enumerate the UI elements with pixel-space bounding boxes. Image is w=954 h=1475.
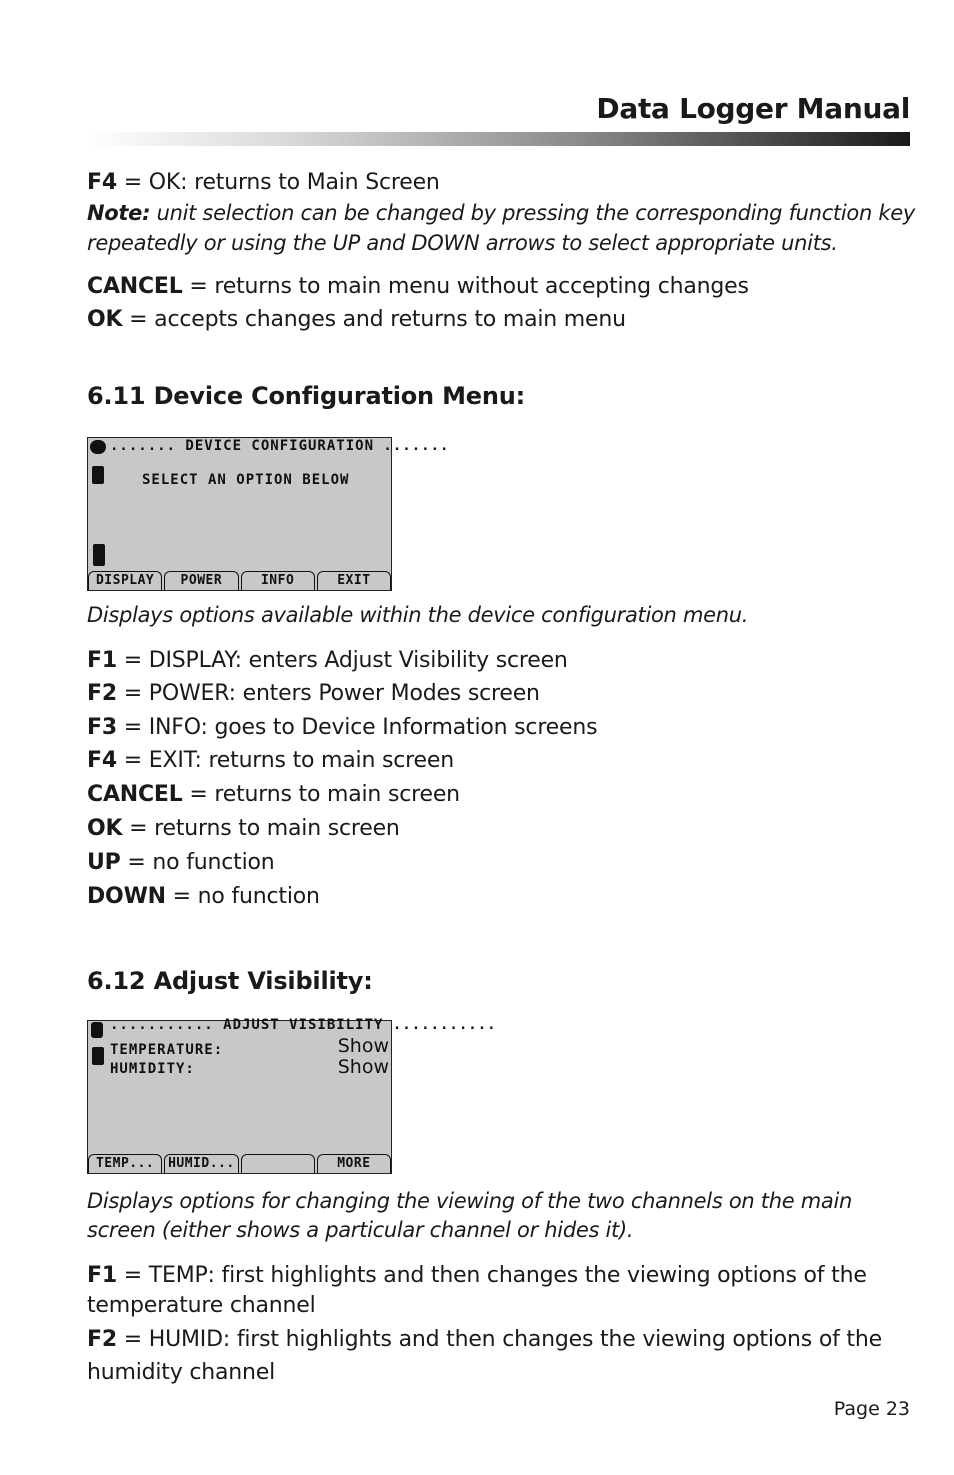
softkey-temp: TEMP... xyxy=(88,1154,162,1173)
item-f1 xyxy=(87,646,568,676)
key-label: F2 xyxy=(87,1327,117,1352)
key-label: DOWN xyxy=(87,884,166,909)
lcd-temperature-label: TEMPERATURE: xyxy=(110,1042,224,1058)
item-f1-temp-cont: temperature channel xyxy=(87,1293,316,1318)
adjust-visibility-caption-2: screen (either shows a particular channel or hides it). xyxy=(87,1218,634,1242)
key-description: = INFO: goes to Device Information screens xyxy=(116,715,598,740)
device-configuration-screenshot xyxy=(87,437,450,591)
key-description: = returns to main screen xyxy=(122,816,400,841)
note-label: Note: xyxy=(87,201,151,225)
page-number: Page 23 xyxy=(833,1398,910,1420)
key-description: = OK: returns to Main Screen xyxy=(116,170,440,195)
key-description: = accepts changes and returns to main menu xyxy=(122,307,626,332)
key-label: OK xyxy=(87,816,123,841)
key-label: OK xyxy=(87,307,123,332)
lcd-humidity-value: Show xyxy=(337,1056,389,1078)
battery-icon xyxy=(93,544,105,566)
softkey-more: MORE xyxy=(317,1154,391,1173)
key-description: = HUMID: first highlights and then changes the viewing options of the xyxy=(116,1327,882,1352)
key-label: F2 xyxy=(87,681,117,706)
item-f2-humid xyxy=(87,1325,882,1355)
key-label: CANCEL xyxy=(87,274,183,299)
softkey-info: INFO xyxy=(241,571,315,590)
ok-line xyxy=(87,305,626,335)
item-down xyxy=(87,882,320,912)
item-f1-temp xyxy=(87,1261,867,1291)
item-f4 xyxy=(87,746,454,776)
memory-card-icon xyxy=(92,466,104,484)
key-label: F3 xyxy=(87,715,117,740)
softkey-exit: EXIT xyxy=(317,571,391,590)
adjust-visibility-screenshot xyxy=(87,1017,497,1174)
key-label: F1 xyxy=(87,648,117,673)
cancel-line xyxy=(87,272,749,302)
adjust-visibility-caption-1: Displays options for changing the viewing of the two channels on the main xyxy=(87,1189,852,1213)
key-description: = returns to main menu without accepting changes xyxy=(182,274,749,299)
key-label: F4 xyxy=(87,748,117,773)
lcd-softkeys xyxy=(88,1154,391,1173)
key-description: = TEMP: first highlights and then changes the viewing options of the xyxy=(116,1263,867,1288)
softkey-blank xyxy=(241,1154,315,1173)
header-gradient-bar xyxy=(87,132,910,146)
key-description: = EXIT: returns to main screen xyxy=(116,748,454,773)
lcd-prompt: SELECT AN OPTION BELOW xyxy=(142,472,350,488)
running-figure-icon xyxy=(91,1022,103,1038)
item-ok xyxy=(87,814,400,844)
memory-card-icon xyxy=(92,1047,104,1065)
item-f2-humid-cont: humidity channel xyxy=(87,1360,276,1385)
key-label: UP xyxy=(87,850,121,875)
item-f3 xyxy=(87,713,597,743)
note-text: unit selection can be changed by pressing the corresponding function key xyxy=(150,201,915,225)
softkey-power: POWER xyxy=(164,571,238,590)
lcd-title: ....... DEVICE CONFIGURATION ....... xyxy=(110,438,450,454)
softkey-humid: HUMID... xyxy=(164,1154,238,1173)
section-heading-6-11: 6.11 Device Configuration Menu: xyxy=(87,382,526,410)
lcd-title: ........... ADJUST VISIBILITY ........... xyxy=(110,1017,497,1033)
key-label: CANCEL xyxy=(87,782,183,807)
note-line xyxy=(87,198,915,228)
key-description: = POWER: enters Power Modes screen xyxy=(116,681,540,706)
key-description: = no function xyxy=(165,884,320,909)
f4-ok-line xyxy=(87,168,440,198)
key-label: F1 xyxy=(87,1263,117,1288)
note-line-2: repeatedly or using the UP and DOWN arrows to select appropriate units. xyxy=(87,231,838,255)
status-icon xyxy=(90,440,106,454)
lcd-temperature-value: Show xyxy=(337,1035,389,1057)
item-f2 xyxy=(87,679,540,709)
section-heading-6-12: 6.12 Adjust Visibility: xyxy=(87,967,373,995)
lcd-humidity-label: HUMIDITY: xyxy=(110,1061,195,1077)
key-label: F4 xyxy=(87,170,117,195)
item-cancel xyxy=(87,780,460,810)
item-up xyxy=(87,848,274,878)
device-config-caption: Displays options available within the device configuration menu. xyxy=(87,603,749,627)
manual-title: Data Logger Manual xyxy=(596,92,910,125)
softkey-display: DISPLAY xyxy=(88,571,162,590)
key-description: = returns to main screen xyxy=(182,782,460,807)
key-description: = no function xyxy=(120,850,275,875)
lcd-softkeys xyxy=(88,571,391,590)
key-description: = DISPLAY: enters Adjust Visibility screen xyxy=(116,648,568,673)
